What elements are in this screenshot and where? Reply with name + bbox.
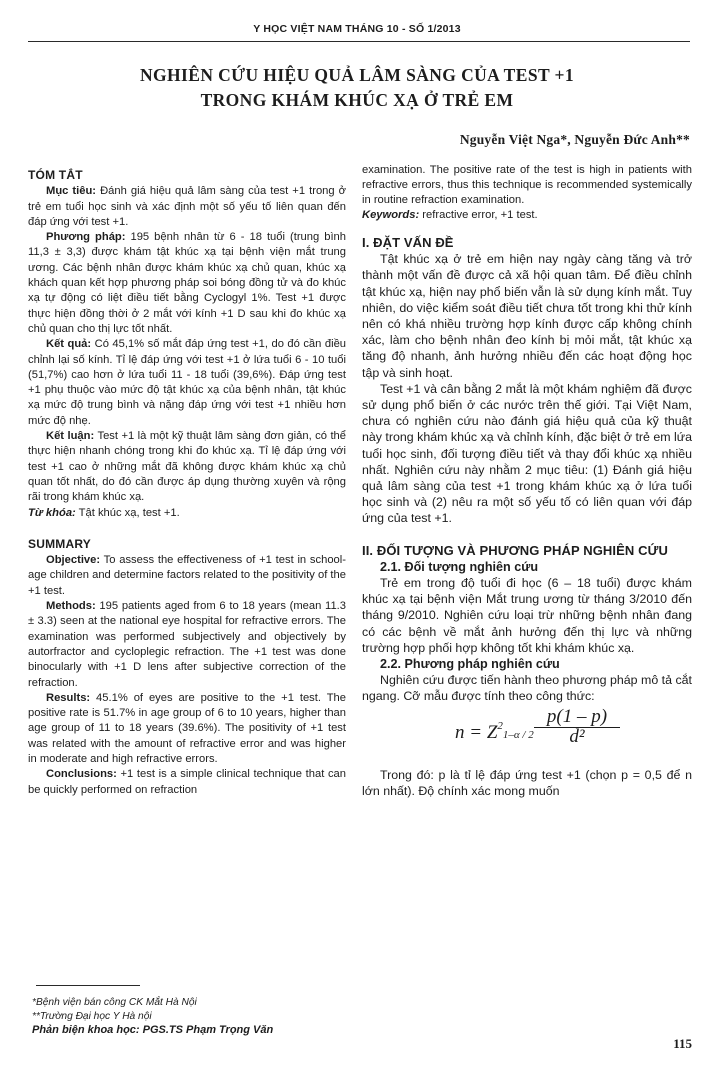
tomtat-heading: TÓM TẮT bbox=[28, 168, 83, 182]
tomtat-muctieu-text: Đánh giá hiệu quả lâm sàng của test +1 trong ở trẻ em tuổi học sinh và xác định một số yếu tố liên quan đến đáp ứng với test +1. bbox=[28, 185, 346, 228]
section2-paragraph-2: Nghiên cứu được tiến hành theo phương pháp mô tả cắt ngang. Cỡ mẫu được tính theo công thức: bbox=[362, 673, 692, 704]
section2-paragraph-1: Trẻ em trong độ tuổi đi học (6 – 18 tuổi) được khám khúc xạ tại bệnh viện Mắt trung ương từ tháng 3/2010 đến tháng 9/2010. Nghiên cứu loại trừ những bệnh nhân đang có các bệnh về mắt ảnh hưởng đến thị lực và những trường hợp phối hợp không tốt khi khám khúc xạ. bbox=[362, 576, 692, 655]
formula-numerator: p(1 – p) bbox=[534, 709, 620, 728]
formula-lhs-text: n = Z bbox=[455, 721, 498, 743]
summary-keywords bbox=[362, 208, 692, 223]
summary-keywords-label: Keywords: bbox=[362, 209, 420, 221]
summary-methods-label: Methods: bbox=[46, 600, 96, 613]
spacer bbox=[362, 223, 692, 235]
tomtat-ketluan-label: Kết luận: bbox=[46, 430, 95, 443]
summary-methods bbox=[28, 599, 346, 691]
summary-results-text: 45.1% of eyes are positive to the +1 test. The positive rate is 51.7% in age group of 6 to 10 years, higher than age group of 11 to 18 years (39.6%). The positivity of +1 test was related with the amount of refractive error and was higher in moderate and high refractive errors. bbox=[28, 691, 346, 765]
header-rule bbox=[28, 41, 690, 42]
section1-paragraph-1: Tật khúc xạ ở trẻ em hiện nay ngày càng tăng và trở thành một vấn đề được cả xã hội quan tâm. Để điều chỉnh tật khúc xạ, hiện nay phổ biến vẫn là sử dụng kính mắt. Tuy nhiên, do việc kiểm soát điều tiết chưa tốt trong khi thử kính nên có khá nhiều trường hợp kính được cấp không chính xác, làm cho bệnh nhân đeo kính bị mỏi mắt, tật khúc xạ tăng độ nhanh, ảnh hưởng nhiều đến các hoạt động học tập và sinh hoạt. bbox=[362, 252, 692, 380]
tomtat-ketluan bbox=[28, 429, 346, 505]
spacer bbox=[362, 527, 692, 543]
summary-conclusions-label: Conclusions: bbox=[46, 768, 117, 781]
summary-heading: SUMMARY bbox=[28, 536, 91, 551]
page-number: 115 bbox=[673, 1036, 692, 1051]
summary-conclusions-text: +1 test is a simple clinical technique that can be quickly performed on refraction bbox=[28, 768, 346, 796]
formula-subscript: 1–α / 2 bbox=[502, 728, 534, 741]
summary-conclusions bbox=[28, 767, 346, 798]
article-title bbox=[0, 63, 714, 113]
spacer bbox=[28, 521, 346, 537]
tomtat-tukhoa bbox=[28, 506, 346, 521]
tomtat-tukhoa-text: Tật khúc xạ, test +1. bbox=[75, 506, 180, 519]
subsection-2-2-heading: 2.2. Phương pháp nghiên cứu bbox=[380, 657, 560, 672]
tomtat-phuongphap bbox=[28, 230, 346, 337]
footnote-2: **Trường Đại học Y Hà nội bbox=[32, 1010, 152, 1022]
formula-fraction bbox=[534, 705, 620, 747]
summary-methods-text: 195 patients aged from 6 to 18 years (mean 11.3 ± 3.3) seen at the national eye hospital for refractive errors. The examination was performed subjectively and objectively by autorfractor and cycloplegic refraction. The +1 test was done binocularly with +1 D lens after subjective correction of the refraction. bbox=[28, 600, 346, 689]
footnote-reviewer: Phản biện khoa học: PGS.TS Phạm Trọng Văn bbox=[32, 1023, 274, 1036]
tomtat-phuongphap-text: 195 bệnh nhân từ 6 - 18 tuổi (trung bình 11,3 ± 3,3) được khám tật khúc xạ tại bệnh viện mắt trung ương. Các bệnh nhân được khám khúc xạ chủ quan, khúc xạ khách quan kết hợp phương pháp soi bóng đồng tử và đo khúc xạ tự động có liệt điều tiết bằng Cyclogyl 1%. Test +1 được thực hiện đồng thời ở 2 mắt với kính +1 D sau khi đo khúc xạ chủ quan cho thị lực tốt nhất. bbox=[28, 231, 346, 335]
tomtat-phuongphap-label: Phương pháp: bbox=[46, 231, 126, 244]
sample-size-formula bbox=[362, 705, 692, 767]
section1-heading: I. ĐẶT VẤN ĐỀ bbox=[362, 235, 454, 250]
summary-keywords-text: refractive error, +1 test. bbox=[419, 209, 538, 221]
tomtat-muctieu-label: Mục tiêu: bbox=[46, 185, 97, 198]
section2-paragraph-3: Trong đó: p là tỉ lệ đáp ứng test +1 (chọn p = 0,5 để n lớn nhất). Độ chính xác mong muốn bbox=[362, 767, 692, 798]
summary-continuation: examination. The positive rate of the test is high in patients with refractive errors, thus this technique is recommended systemically in routine refraction examination. bbox=[362, 164, 692, 206]
title-line-1: NGHIÊN CỨU HIỆU QUẢ LÂM SÀNG CỦA TEST +1 bbox=[139, 65, 575, 85]
summary-results-label: Results: bbox=[46, 691, 91, 704]
subsection-2-1-heading: 2.1. Đối tượng nghiên cứu bbox=[380, 559, 539, 574]
summary-objective bbox=[28, 553, 346, 599]
section2-heading: II. ĐỐI TƯỢNG VÀ PHƯƠNG PHÁP NGHIÊN CỨU bbox=[362, 542, 668, 558]
formula-denominator: d² bbox=[569, 725, 585, 747]
running-header: Y HỌC VIỆT NAM THÁNG 10 - SỐ 1/2013 bbox=[253, 23, 461, 35]
footnote-1: *Bệnh viện bán công CK Mắt Hà Nội bbox=[32, 997, 197, 1008]
footnote-rule bbox=[36, 985, 140, 986]
formula-superscript: 2 bbox=[497, 719, 503, 732]
summary-results bbox=[28, 691, 346, 767]
summary-objective-label: Objective: bbox=[46, 554, 101, 567]
left-column bbox=[28, 168, 346, 798]
tomtat-ketqua-label: Kết quả: bbox=[46, 338, 92, 351]
tomtat-tukhoa-label: Từ khóa: bbox=[28, 506, 76, 519]
summary-objective-text: To assess the effectiveness of +1 test in school-age children and determine factors related to the positivity of the +1 test. bbox=[28, 554, 346, 597]
formula-lhs bbox=[455, 719, 534, 743]
authors: Nguyễn Việt Nga*, Nguyễn Đức Anh** bbox=[459, 132, 690, 147]
footnotes bbox=[32, 996, 342, 1037]
section1-paragraph-2: Test +1 và cân bằng 2 mắt là một khám nghiệm đã được sử dụng phổ biến ở các nước trên thế giới. Tại Việt Nam, chưa có nghiên cứu nào đánh giá hiệu quả của kỹ thuật này trong khám khúc xạ và chỉnh kính, đặc biệt ở trẻ em lứa tuổi học sinh, đối tượng điều tiết và thay đổi khúc xạ nhiều nhất. Nghiên cứu này nhằm 2 mục tiêu: (1) Đánh giá hiệu quả lâm sàng của test +1 trong khám khúc xạ ở lứa tuổi học sinh và (2) nêu ra một số yếu tố có liên quan với đáp ứng của test +1. bbox=[362, 381, 692, 526]
tomtat-ketqua-text: Có 45,1% số mắt đáp ứng test +1, do đó cần điều chỉnh lại số kính. Tỉ lệ đáp ứng với test +1 ở lứa tuổi 6 - 10 tuổi (51,7%) cao hơn ở lứa tuổi 11 - 18 tuổi (39,6%). Đáp ứng test +1 phụ thuộc vào mức độ tật khúc xạ của bệnh nhân, tật khúc xạ mức độ trung bình và nặng đáp ứng với test +1 nhiều hơn mức độ nhẹ. bbox=[28, 338, 347, 427]
tomtat-ketqua bbox=[28, 337, 346, 429]
right-column bbox=[362, 163, 692, 799]
title-line-2: TRONG KHÁM KHÚC XẠ Ở TRẺ EM bbox=[200, 90, 514, 110]
tomtat-muctieu bbox=[28, 184, 346, 230]
tomtat-ketluan-text: Test +1 là một kỹ thuật lâm sàng đơn giản, có thể thực hiện nhanh chóng trong khi đo khúc xạ. Tỉ lệ đáp ứng với test +1 cao ở những mắt đã không được khám khúc xạ chủ quan tốt nhất, do đó cần được áp dụng thường xuyên và rộng rãi trong khám khúc xạ. bbox=[28, 430, 346, 504]
